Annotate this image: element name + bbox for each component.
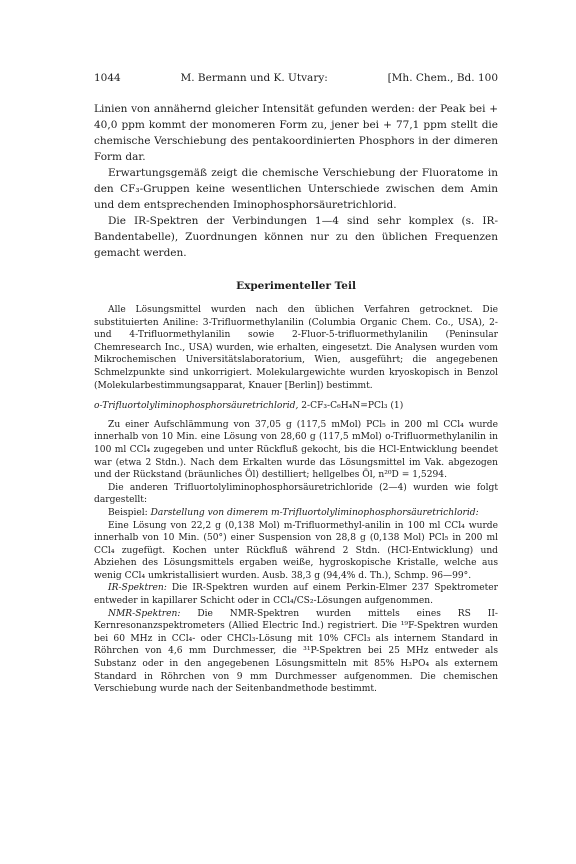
ir-text: Die IR-Spektren wurden auf einem Perkin-Elmer 237 Spektrometer entweder in kapillarer Schicht oder in CCl₄/CS₂-Lösungen aufgenommen. — [94, 583, 498, 607]
page-number: 1044 — [94, 72, 121, 84]
other-compounds-paragraph: Die anderen Trifluortolyliminophosphorsäuretrichloride (2—4) wurden wie folgt dargestellt: — [94, 482, 498, 506]
procedure-paragraph: Zu einer Aufschlämmung von 37,05 g (117,5 mMol) PCl₅ in 200 ml CCl₄ wurde innerhalb von 10 Min. eine Lösung von 28,60 g (117,5 mMol) o-Trifluormethylanilin in 100 ml CCl₄ zugegeben und unter Rückfluß gekocht, bis die HCl-Entwicklung beendet war (etwa 2 Stdn.). Nach dem Erkalten wurde das Lösungsmittel im Vak. abgezogen und der Rückstand (bräunliches Öl) destilliert; hellgelbes Öl, n²⁰D = 1,5294. — [94, 419, 498, 481]
example-title: Darstellung von dimerem m-Trifluortolyliminophosphorsäuretrichlorid: — [150, 507, 479, 518]
example-label: Beispiel: — [108, 507, 148, 518]
section-title: Experimenteller Teil — [236, 280, 356, 292]
example-paragraph: Eine Lösung von 22,2 g (0,138 Mol) m-Trifluormethyl-anilin in 100 ml CCl₄ wurde innerhalb von 10 Min. (50°) einer Suspension von 28,8 g (0,138 Mol) PCl₅ in 200 ml CCl₄ zugefügt. Kochen unter Rückfluß während 2 Stdn. (HCl-Entwicklung) und Abziehen des Lösungsmittels ergaben weiße, hygroskopische Kristalle, welche aus wenig CCl₄ umkristallisiert wurden. Ausb. 38,3 g (94,4% d. Th.), Schmp. 96—99°. — [94, 520, 498, 581]
ir-paragraph — [94, 582, 498, 607]
nmr-text: Die NMR-Spektren wurden mittels eines RS II-Kernresonanzspektrometers (Allied Electric Ind.) registriert. Die ¹⁹F-Spektren wurden bei 60 MHz in CCl₄- oder CHCl₃-Lösung mit 10% CFCl₃ als internem Standard in Röhrchen von 4,6 mm Durchmesser, die ³¹P-Spektren bei 25 MHz entweder als Substanz oder in den angegebenen Lösungsmitteln mit 85% H₃PO₄ als externem Standard in Röhrchen von 9 mm Durchmesser aufgenommen. Die chemischen Verschiebung wurde nach der Seitenbandmethode bestimmt. — [94, 608, 498, 695]
header-journal: [Mh. Chem., Bd. 100 — [387, 72, 498, 84]
compound-name: o-Trifluortolyliminophosphorsäuretrichlorid, — [94, 401, 299, 412]
nmr-paragraph — [94, 608, 498, 696]
intro-paragraph: Erwartungsgemäß zeigt die chemische Verschiebung der Fluoratome in den CF₃-Gruppen keine wesentlichen Unterschiede zwischen dem Amin und dem entsprechenden Iminophosphorsäuretrichlorid. — [94, 167, 498, 211]
intro-paragraph: Linien von annähernd gleicher Intensität gefunden werden: der Peak bei + 40,0 ppm kommt der monomeren Form zu, jener bei + 77,1 ppm stellt die chemische Verschiebung des pentakoordinierten Phosphors in der dimeren Form dar. — [94, 103, 498, 163]
compound-heading — [94, 400, 498, 413]
paper-page — [94, 72, 498, 696]
general-paragraph: Alle Lösungsmittel wurden nach den üblichen Verfahren getrocknet. Die substituierten Aniline: 3-Trifluormethylanilin (Columbia Organic Chem. Co., USA), 2- und 4-Trifluormethylanilin sowie 2-Fluor-5-trifluormethylanilin (Peninsular Chemresearch Inc., USA) wurden, wie erhalten, eingesetzt. Die Analysen wurden vom Mikrochemischen Universitätslaboratorium, Wien, ausgeführt; die angegebenen Schmelzpunkte sind unkorrigiert. Molekulargewichte wurden kryoskopisch in Benzol (Molekularbestimmungsapparat, Knauer [Berlin]) bestimmt. — [94, 305, 498, 391]
intro-section — [94, 101, 498, 261]
example-heading — [94, 507, 498, 520]
running-header — [94, 72, 498, 86]
experimental-section — [94, 304, 498, 696]
ir-label: IR-Spektren: — [108, 583, 167, 594]
nmr-label: NMR-Spektren: — [108, 608, 181, 619]
intro-paragraph: Die IR-Spektren der Verbindungen 1—4 sind sehr komplex (s. IR-Bandentabelle), Zuordnungen können nur zu den üblichen Frequenzen gemacht werden. — [94, 215, 498, 259]
compound-formula: 2-CF₃-C₆H₄N=PCl₃ (1) — [301, 401, 404, 412]
header-authors: M. Bermann und K. Utvary: — [180, 72, 328, 84]
